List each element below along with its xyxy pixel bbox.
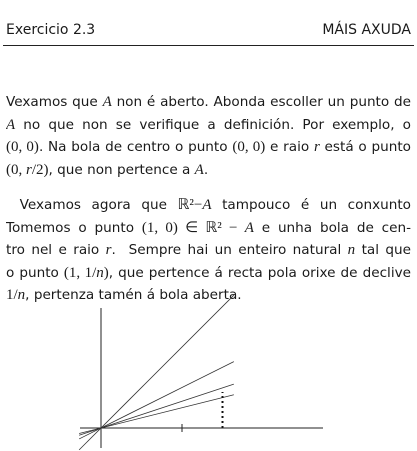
math-symbol: A	[102, 94, 112, 110]
math-symbol: r	[105, 242, 112, 258]
math-symbol: n	[347, 242, 356, 258]
line-slope-0	[79, 295, 234, 450]
text-run: . Sempre hai un enteiro natural	[111, 242, 348, 258]
math-symbol: r	[313, 139, 320, 155]
math-expression: )	[103, 264, 109, 281]
text-run: non é aberto. Abonda escoller un punto de	[111, 94, 411, 110]
exercise-title: Exercicio 2.3	[6, 22, 96, 38]
math-symbol: r	[26, 161, 32, 178]
text-run: e raio	[265, 139, 314, 155]
text-run: , que non pertence a	[48, 161, 195, 178]
math-symbol: n	[17, 287, 26, 303]
text-run: Vexamos que	[6, 94, 103, 110]
text-run: e unha bola de cen-	[253, 219, 411, 236]
text-run: , que pertence á recta pola orixe de declive	[108, 264, 411, 281]
math-symbol: n	[96, 264, 104, 281]
math-symbol: A	[244, 219, 254, 236]
math-expression: (0,	[6, 161, 26, 178]
text-run: no que non se verifique a definición. Por exemplo, o	[23, 116, 411, 133]
text-run: tro nel e raio	[6, 242, 106, 258]
math-symbol: A	[202, 197, 212, 213]
more-help-link[interactable]: MÁIS AXUDA	[322, 22, 411, 38]
text-run: . Na bola de centro o punto	[38, 139, 233, 155]
math-expression: (0, 0)	[232, 139, 266, 155]
math-symbol: A	[194, 161, 204, 178]
math-expression: (1, 1/	[63, 264, 97, 281]
text-run: Tomemos o punto	[6, 219, 142, 236]
math-expression: ℝ²−	[177, 197, 203, 213]
math-expression: 1/	[6, 287, 18, 303]
text-run: .	[203, 161, 209, 178]
text-run: o punto	[6, 264, 64, 281]
text-run: , pertenza tamén á bola aberta.	[25, 287, 242, 303]
math-expression: (1, 0) ∈ ℝ² −	[141, 219, 245, 236]
text-run: Vexamos agora que	[6, 197, 178, 213]
text-run: tampouco é un conxunto	[222, 197, 411, 213]
math-expression: (0, 0)	[6, 139, 39, 155]
math-symbol: A	[6, 116, 16, 133]
text-run: tal que	[355, 242, 411, 258]
math-expression: /2)	[31, 161, 49, 178]
text-run: está o punto	[319, 139, 411, 155]
